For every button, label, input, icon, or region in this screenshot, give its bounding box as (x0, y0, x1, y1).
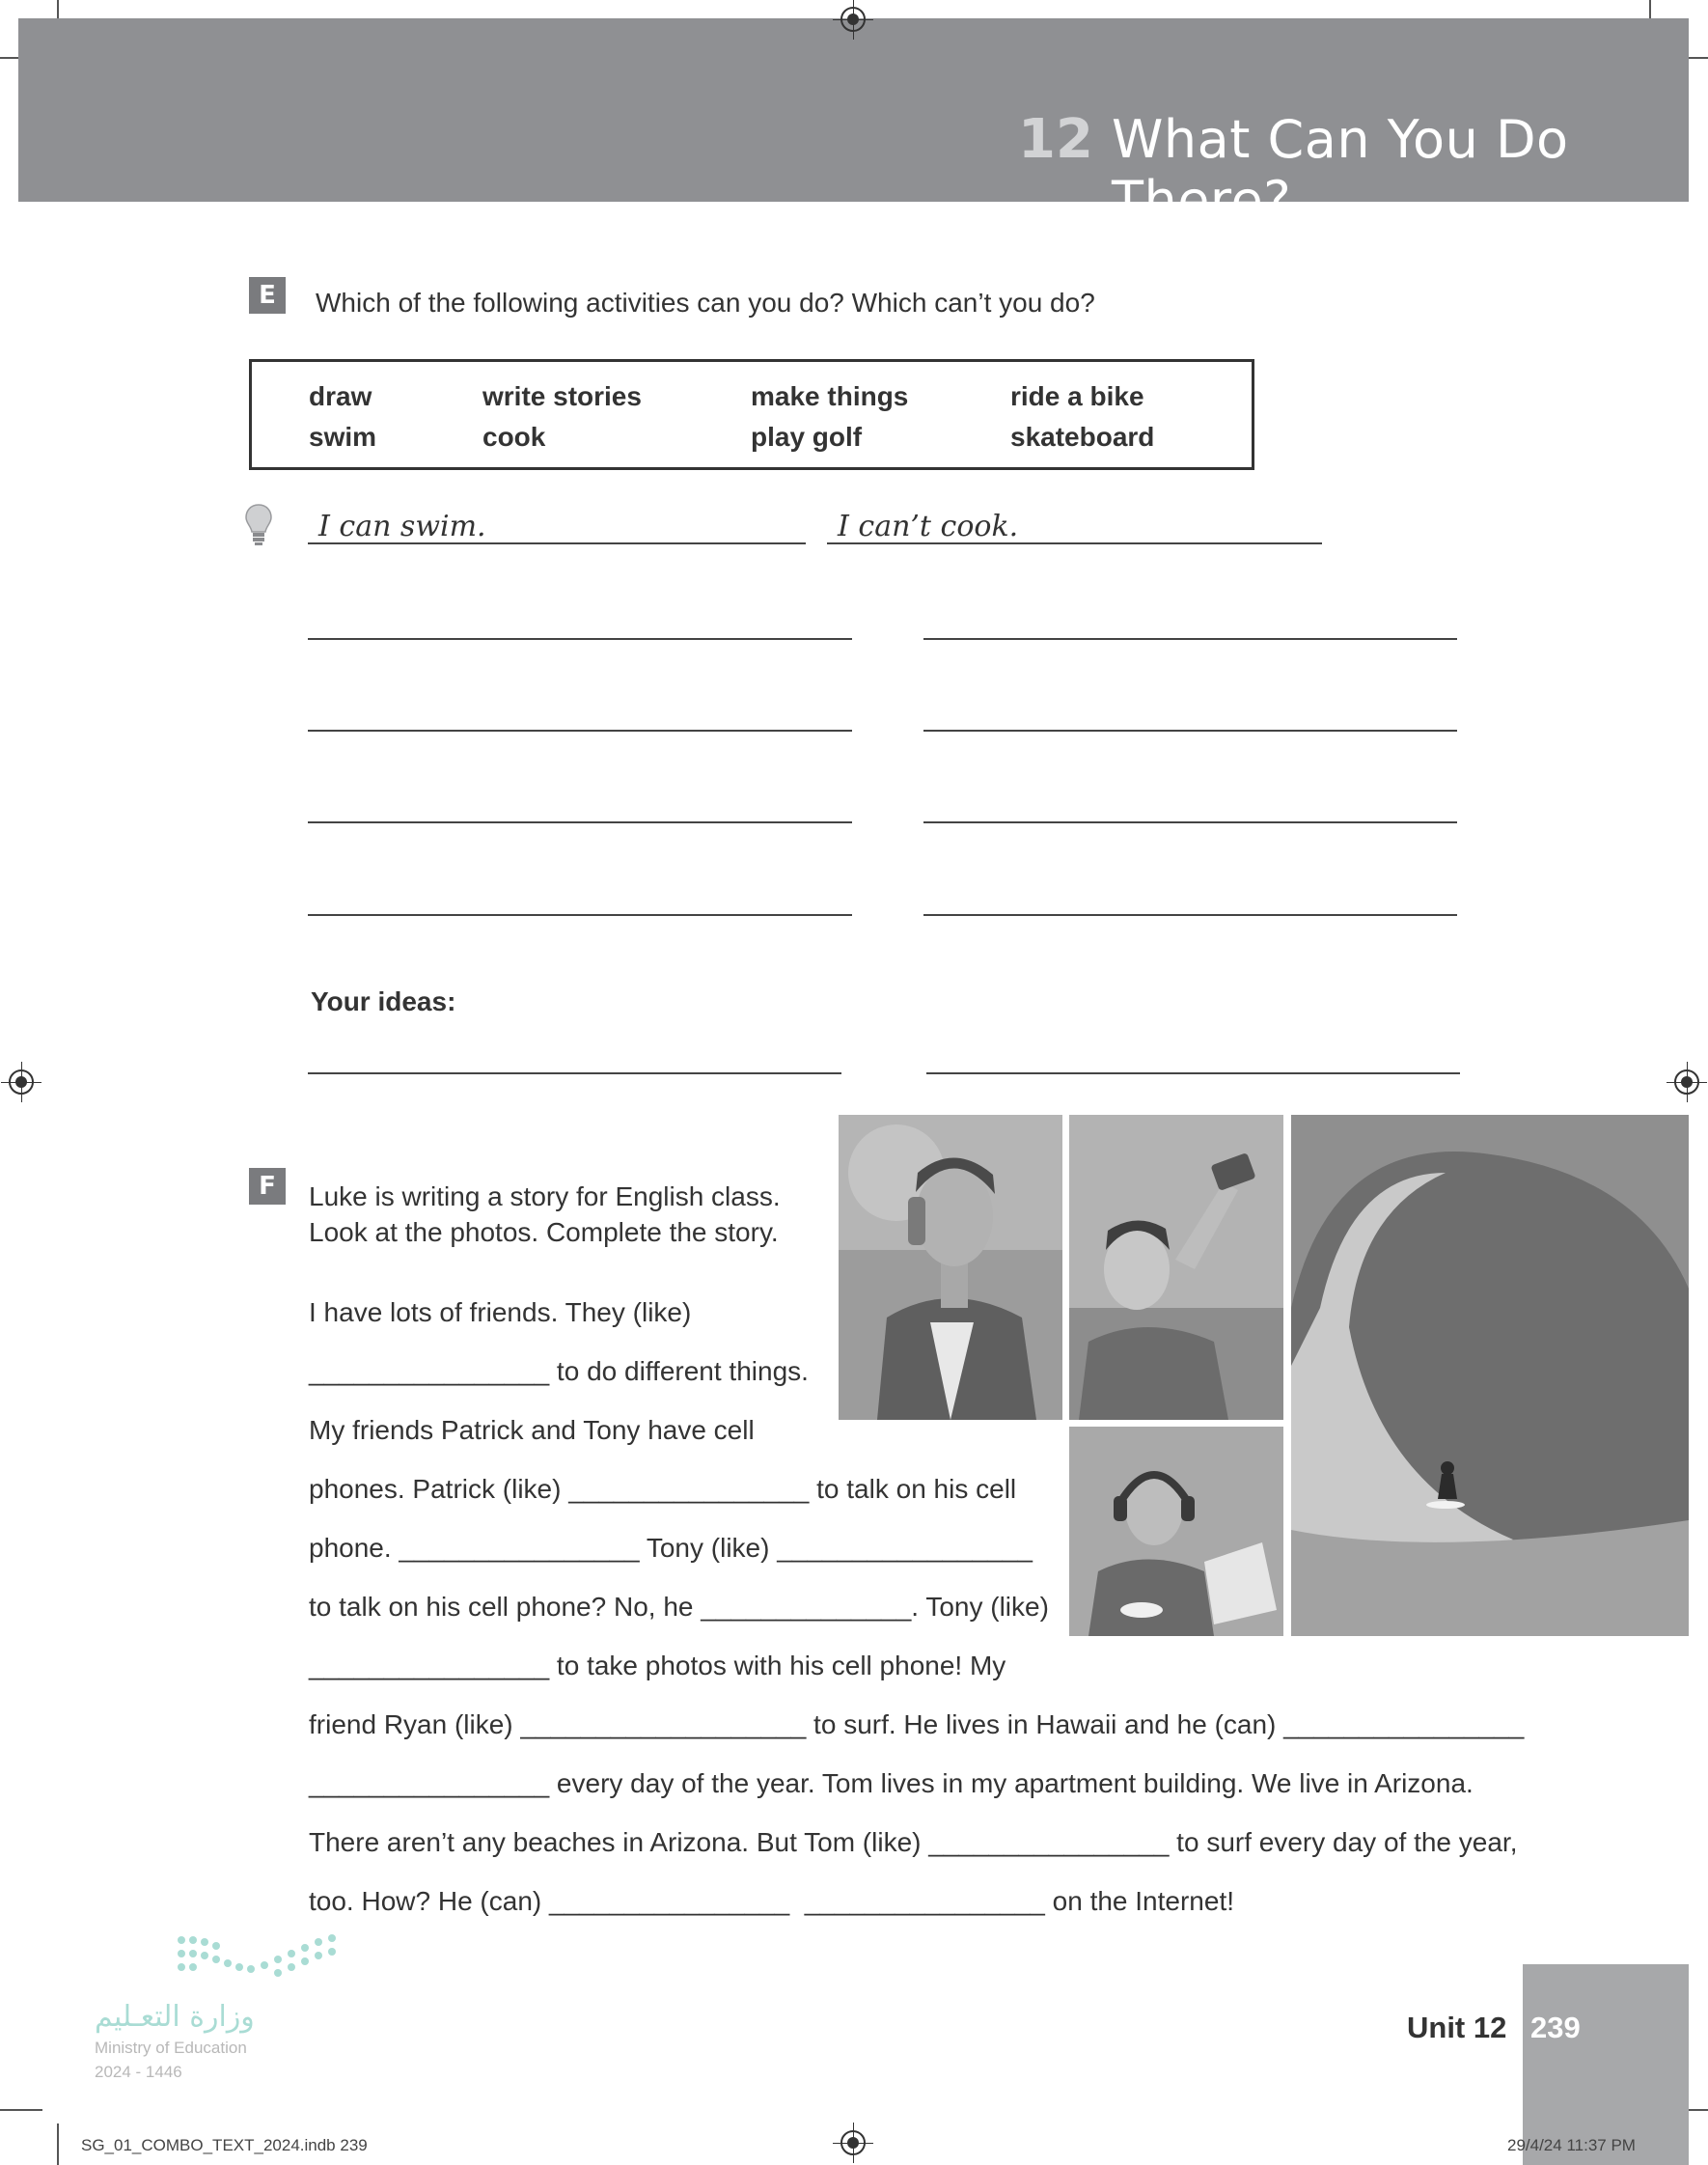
unit-title: What Can You Do There? (1112, 109, 1569, 231)
story-line: ________________ every day of the year. Tom lives in my apartment building. We live in Arizona. (309, 1768, 1474, 1798)
word-item: draw (309, 381, 372, 411)
section-f-instruction: Look at the photos. Complete the story. (309, 1217, 779, 1247)
word-item: write stories (482, 381, 642, 411)
story-line: There aren’t any beaches in Arizona. But Tom (like) ________________ to surf every day of the year, (309, 1827, 1518, 1857)
section-f-badge: F (249, 1168, 286, 1205)
section-e-badge: E (249, 277, 286, 314)
word-item: play golf (751, 422, 863, 452)
story-line: phones. Patrick (like) ________________ to talk on his cell (309, 1474, 1017, 1504)
ministry-logo-english: Ministry of Education (95, 2039, 247, 2057)
example-can-sentence: I can swim. (318, 510, 486, 543)
registration-mark-icon (1674, 1069, 1699, 1095)
answer-line[interactable] (308, 730, 852, 732)
photo-man-with-headphones (1069, 1427, 1283, 1636)
story-line: to talk on his cell phone? No, he ______________. Tony (like) (309, 1592, 1049, 1622)
photo-man-taking-selfie (1069, 1115, 1283, 1420)
story-line: ________________ to take photos with his cell phone! My (309, 1651, 1006, 1680)
ministry-logo-arabic: وزارة التعـليم (95, 2000, 255, 2034)
registration-mark-icon (840, 2130, 866, 2155)
answer-line[interactable] (923, 821, 1457, 823)
word-box (249, 359, 1254, 470)
answer-line[interactable] (827, 542, 1322, 544)
word-item: ride a bike (1010, 381, 1144, 411)
crop-mark (0, 2109, 42, 2111)
story-line: My friends Patrick and Tony have cell (309, 1415, 755, 1445)
your-ideas-label: Your ideas: (311, 986, 456, 1016)
story-line: I have lots of friends. They (like) (309, 1297, 692, 1327)
crop-mark (57, 2123, 59, 2165)
photo-surfer-big-wave (1291, 1115, 1689, 1636)
section-e-instruction: Which of the following activities can you do? Which can’t you do? (316, 288, 1095, 318)
page-number-box (1523, 1964, 1689, 2165)
answer-line[interactable] (923, 730, 1457, 732)
answer-line[interactable] (923, 638, 1457, 640)
print-file-info: SG_01_COMBO_TEXT_2024.indb 239 (81, 2136, 368, 2154)
section-f-instruction: Luke is writing a story for English class. (309, 1181, 781, 1211)
word-item: make things (751, 381, 909, 411)
answer-line[interactable] (926, 1072, 1460, 1074)
ministry-logo-year: 2024 - 1446 (95, 2063, 182, 2081)
photo-man-on-phone (839, 1115, 1062, 1420)
word-item: swim (309, 422, 377, 452)
ministry-logo-icon (174, 1932, 347, 1990)
registration-mark-icon (840, 7, 866, 32)
story-line: friend Ryan (like) ___________________ to surf. He lives in Hawaii and he (can) ________________ (309, 1709, 1525, 1739)
story-line: phone. ________________ Tony (like) _________________ (309, 1533, 1033, 1563)
lightbulb-icon (244, 503, 273, 547)
word-item: cook (482, 422, 546, 452)
story-line: ________________ to do different things. (309, 1356, 809, 1386)
example-cant-sentence: I can’t cook. (838, 510, 1019, 543)
answer-line[interactable] (923, 914, 1457, 916)
footer-unit-label: Unit 12 (1407, 2011, 1507, 2044)
print-date-info: 29/4/24 11:37 PM (1507, 2136, 1636, 2154)
page-number: 239 (1530, 2011, 1581, 2044)
answer-line[interactable] (308, 638, 852, 640)
unit-number: 12 (1018, 108, 1093, 171)
answer-line[interactable] (308, 821, 852, 823)
story-line: too. How? He (can) ________________ ________________ on the Internet! (309, 1886, 1234, 1916)
word-item: skateboard (1010, 422, 1155, 452)
answer-line[interactable] (308, 914, 852, 916)
answer-line[interactable] (308, 542, 806, 544)
answer-line[interactable] (308, 1072, 841, 1074)
registration-mark-icon (9, 1069, 34, 1095)
